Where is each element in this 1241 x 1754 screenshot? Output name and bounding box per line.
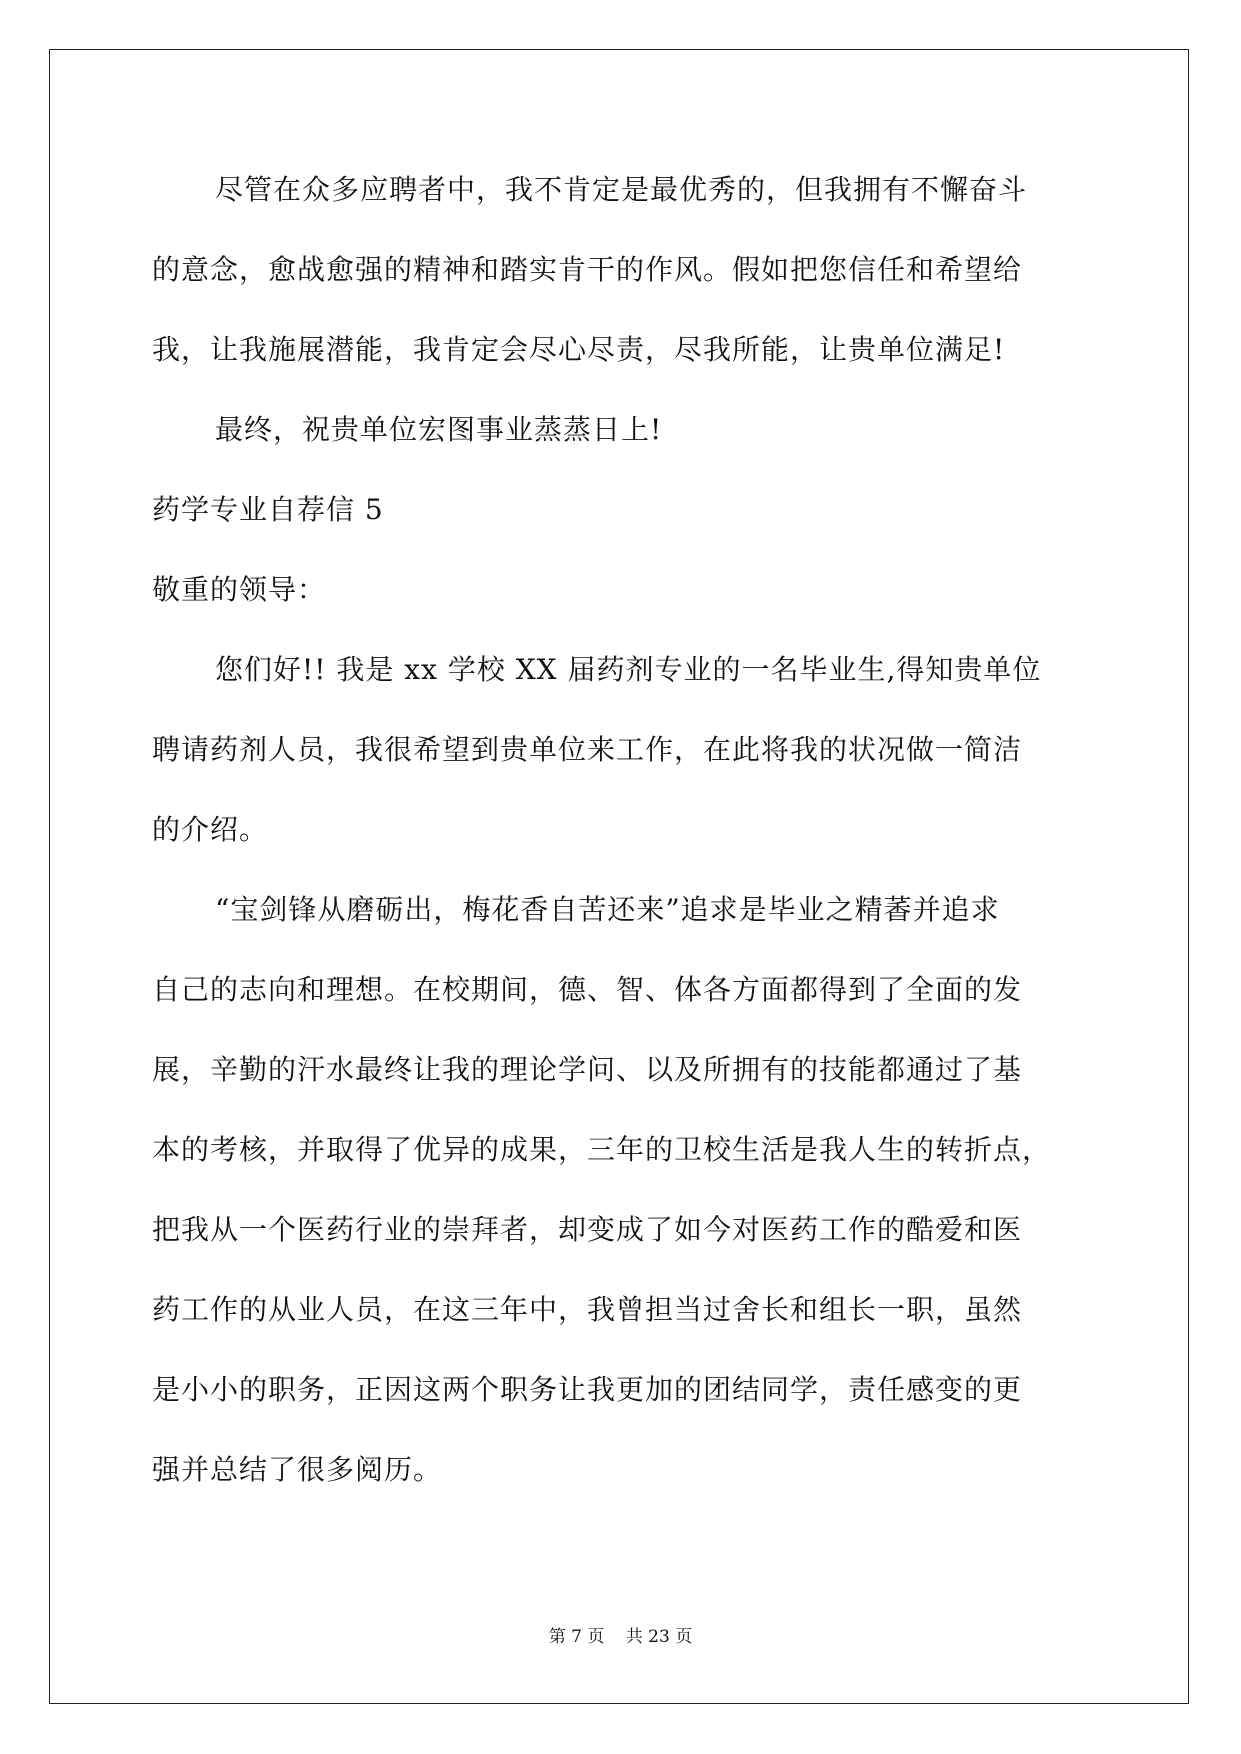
text-line: 把我从一个医药行业的崇拜者，却变成了如今对医药工作的酷爱和医 [152, 1213, 1023, 1246]
section-heading: 药学专业自荐信 5 [152, 493, 384, 526]
text-line: 尽管在众多应聘者中，我不肯定是最优秀的，但我拥有不懈奋斗 [215, 173, 1028, 206]
text-line: 最终，祝贵单位宏图事业蒸蒸日上! [215, 413, 663, 446]
text-line: 聘请药剂人员，我很希望到贵单位来工作，在此将我的状况做一简洁 [152, 733, 1023, 766]
text-line: 是小小的职务，正因这两个职务让我更加的团结同学，责任感变的更 [152, 1373, 1023, 1406]
text-line: 强并总结了很多阅历。 [152, 1453, 443, 1486]
text-line: 的介绍。 [152, 813, 269, 846]
text-line: 展，辛勤的汗水最终让我的理论学问、以及所拥有的技能都通过了基 [152, 1053, 1023, 1086]
text-line: 您们好!! 我是 xx 学校 XX 届药剂专业的一名毕业生,得知贵单位 [215, 653, 1042, 686]
page-footer [0, 1625, 1241, 1649]
text-line: “宝剑锋从磨砺出，梅花香自苦还来”追求是毕业之精萫并追求 [215, 893, 1000, 926]
salutation: 敬重的领导： [152, 573, 327, 606]
total-pages: 共 23 页 [625, 1627, 693, 1647]
text-line: 我，让我施展潜能，我肯定会尽心尽责，尽我所能，让贵单位满足! [152, 333, 1006, 366]
text-line: 药工作的从业人员，在这三年中，我曾担当过舍长和组长一职，虽然 [152, 1293, 1023, 1326]
current-page-number: 第 7 页 [548, 1627, 605, 1647]
text-line: 的意念，愈战愈强的精神和踏实肯干的作风。假如把您信任和希望给 [152, 253, 1023, 286]
text-line: 本的考核，并取得了优异的成果，三年的卫校生活是我人生的转折点， [152, 1133, 1052, 1166]
text-line: 自己的志向和理想。在校期间，德、智、体各方面都得到了全面的发 [152, 973, 1023, 1006]
